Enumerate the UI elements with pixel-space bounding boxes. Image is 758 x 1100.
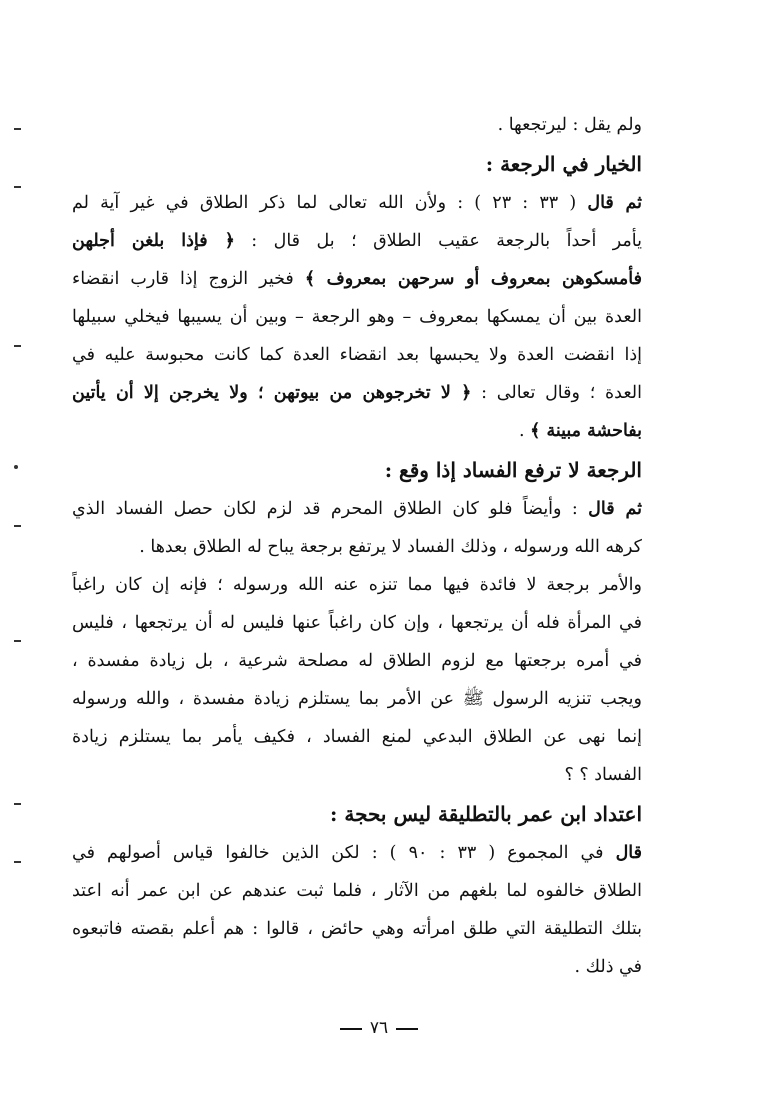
text-line: بتلك التطليقة التي طلق امرأته وهي حائض ، قالوا : هم أعلم بقصته فاتبعوه [72,919,642,939]
margin-mark [14,525,21,527]
text-line: في ذلك . [574,957,642,977]
text-line: الفساد ؟ ؟ [564,765,642,785]
text-span: فخير الزوج إذا قارب انقضاء [72,269,305,289]
quran-quote: ﴿ لا تخرجوهن من بيوتهن ؛ ولا يخرجن إلا أن يأتين [72,383,472,403]
text-line: ويجب تنزيه الرسول ﷺ عن الأمر بما يستلزم زيادة مفسدة ، والله ورسوله [72,689,642,709]
text-line [72,490,642,528]
quran-quote: فأمسكوهن بمعروف أو سرحهن بمعروف ﴾ [304,269,642,289]
text-line [72,412,642,450]
margin-mark [14,186,21,188]
text-line: في المرأة فله أن يرتجعها ، وإن كان راغباً عنها فليس له أن يرتجعها ، فليس [72,613,642,633]
text-line: والأمر برجعة لا فائدة فيها مما تنزه عنه الله ورسوله ؛ فإنه إن كان راغباً [72,575,642,595]
text-line: إذا انقضت العدة ولا يحبسها بعد انقضاء العدة كما كانت محبوسة عليه في [72,345,642,365]
text-span: في المجموع ( ٣٣ : ٩٠ ) : لكن الذين خالفوا قياس أصولهم في [72,843,616,863]
margin-mark [14,465,18,469]
text-span: يأمر أحداً بالرجعة عقيب الطلاق ؛ بل قال : [234,231,642,251]
section-heading-ibn-umar-not-proof: اعتداد ابن عمر بالتطليقة ليس بحجة : [330,802,642,826]
text-span: ( ٣٣ : ٢٣ ) : ولأن الله تعالى لما ذكر الطلاق في غير آية لم [72,193,588,213]
text-line: الطلاق خالفوه لما بلغهم من الآثار ، فلما ثبت عندهم عن ابن عمر أنه اعتد [72,881,642,901]
section-heading-choice-in-return: الخيار في الرجعة : [485,152,642,176]
text-line: كرهه الله ورسوله ، وذلك الفساد لا يرتفع برجعة يباح له الطلاق بعدها . [139,537,642,557]
text-line: العدة بين أن يمسكها بمعروف – وهو الرجعة – وبين أن يسيبها فيخلي سبيلها [72,307,642,327]
text-line [72,222,642,260]
text-line: في أمره برجعتها مع لزوم الطلاق له مصلحة شرعية ، بل زيادة مفسدة ، [72,651,642,671]
page-number-text: ٧٦ [369,1018,389,1038]
quran-quote: ﴿ فإذا بلغن أجلهن [72,231,235,251]
quran-quote: بفاحشة مبينة ﴾ [530,421,642,441]
section-heading-return-does-not-remove-harm: الرجعة لا ترفع الفساد إذا وقع : [384,458,642,482]
text-line [72,374,642,412]
dash-decoration [340,1028,362,1030]
text-span: : وأيضاً فلو كان الطلاق المحرم قد لزم لكان حصل الفساد الذي [72,499,589,519]
lead-phrase: قال [615,843,642,863]
margin-mark [14,128,21,130]
margin-mark [14,861,21,863]
lead-phrase: ثم قال [588,499,642,519]
text-line: إنما نهى عن الطلاق البدعي لمنع الفساد ، فكيف يأمر بما يستلزم زيادة [72,727,642,747]
margin-mark [14,803,21,805]
lead-phrase: ثم قال [587,193,642,213]
page-body [72,106,642,986]
text-line [72,834,642,872]
page-number [0,1018,758,1038]
text-span: . [518,421,531,441]
text-line [72,184,642,222]
margin-mark [14,345,21,347]
margin-mark [14,640,21,642]
text-span: العدة ؛ وقال تعالى : [471,383,642,403]
text-line [72,260,642,298]
dash-decoration [396,1028,418,1030]
text-line: ولم يقل : ليرتجعها . [497,115,642,135]
